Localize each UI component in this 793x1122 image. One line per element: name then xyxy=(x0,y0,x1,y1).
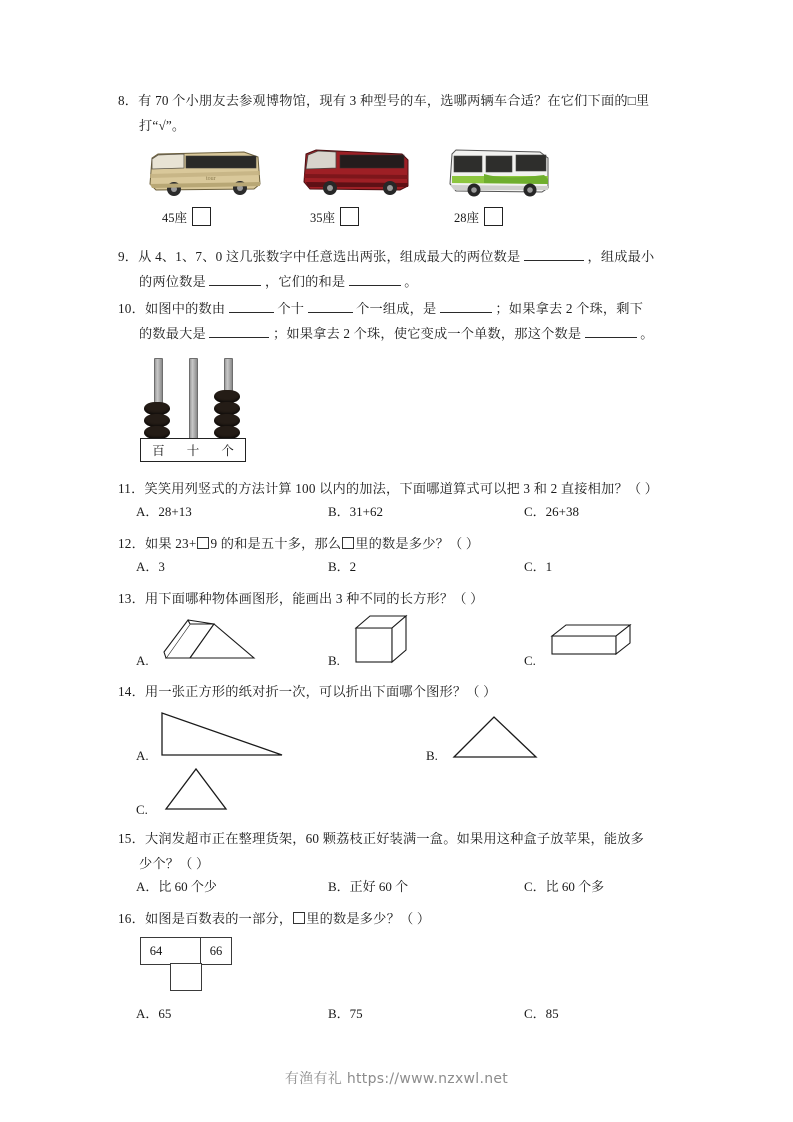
chart-cell-unknown xyxy=(170,963,202,991)
question-10 xyxy=(118,296,678,462)
question-9 xyxy=(118,244,678,294)
q10-line2-text-c: 。 xyxy=(640,326,654,341)
bus-1-label: 45座 xyxy=(162,210,188,225)
q12-text xyxy=(118,531,678,556)
q10-line2-text-a: 的数最大是 xyxy=(139,326,206,341)
q14-option-c-label[interactable]: C. xyxy=(136,802,148,817)
abacus-diagram xyxy=(140,354,260,462)
bus-option-1-caption xyxy=(162,207,264,226)
q12-square-box-2 xyxy=(342,537,354,549)
bus-option-1 xyxy=(144,144,264,226)
q10-blank-3[interactable] xyxy=(440,312,492,313)
bus-3-label: 28座 xyxy=(454,210,480,225)
q9-line2-text-b: ，它们的和是 xyxy=(264,274,346,289)
q12-text-b: 9 的和是五十多，那么 xyxy=(210,536,342,551)
bus-option-2 xyxy=(296,144,414,226)
q14-shape-options-row2 xyxy=(136,768,678,820)
q9-line1-text-b: ，组成最小 xyxy=(587,249,655,264)
chart-cell-64: 64 xyxy=(140,937,172,965)
coach-red-icon xyxy=(296,144,414,202)
chart-cell-66: 66 xyxy=(200,937,232,965)
q9-line2-text-a: 的两位数是 xyxy=(139,274,206,289)
q9-blank-2[interactable] xyxy=(209,285,261,286)
bus-option-2-caption xyxy=(310,207,414,226)
q12-text-c: 里的数是多少？（ ） xyxy=(355,536,480,551)
question-8 xyxy=(118,88,678,225)
q12-text-a: 12．如果 23+ xyxy=(118,536,197,551)
q9-line2 xyxy=(118,269,678,294)
question-13 xyxy=(118,586,678,671)
q11-text: 11．笑笑用列竖式的方法计算 100 以内的加法，下面哪道算式可以把 3 和 2 直接相加？（ ） xyxy=(118,481,659,496)
svg-text:tour: tour xyxy=(206,176,216,182)
q12-options xyxy=(136,556,678,580)
q12-option-a[interactable]: A．3 xyxy=(136,559,165,574)
question-15 xyxy=(118,826,678,900)
q12-option-c[interactable]: C．1 xyxy=(524,559,553,574)
q10-line1 xyxy=(118,296,678,321)
right-triangle-icon xyxy=(156,707,292,766)
coach-beige-icon xyxy=(144,144,264,202)
q16-text xyxy=(118,906,678,931)
q14-text: 14．用一张正方形的纸对折一次，可以折出下面哪个图形？（ ） xyxy=(118,684,497,699)
abacus-rod-tens xyxy=(189,358,198,442)
q15-line2: 少个？（ ） xyxy=(139,856,210,871)
bus-option-3-caption xyxy=(454,207,554,226)
q9-blank-3[interactable] xyxy=(349,285,401,286)
q15-option-a[interactable]: A．比 60 个少 xyxy=(136,879,217,894)
page-footer: 有渔有礼 https://www.nzxwl.net xyxy=(284,1071,509,1087)
isosceles-triangle-wide-icon xyxy=(448,711,544,766)
q13-option-a-label[interactable]: A. xyxy=(136,653,149,668)
q11-option-c[interactable]: C．26+38 xyxy=(524,504,580,519)
abacus-label-hundreds: 百 xyxy=(152,444,165,458)
q10-line2-text-b: ；如果拿去 2 个珠，使它变成一个单数，那这个数是 xyxy=(272,326,582,341)
question-11 xyxy=(118,476,678,525)
isosceles-triangle-tall-icon xyxy=(158,763,238,820)
triangular-prism-icon xyxy=(158,614,264,671)
question-14 xyxy=(118,679,678,820)
q12-square-box-1 xyxy=(197,537,209,549)
q10-blank-2[interactable] xyxy=(308,312,353,313)
q14-option-a-label[interactable]: A. xyxy=(136,748,149,763)
abacus-label-ones: 个 xyxy=(221,444,234,458)
q10-blank-5[interactable] xyxy=(585,337,637,338)
bus-2-label: 35座 xyxy=(310,210,336,225)
q9-line1 xyxy=(118,244,678,269)
q14-shape-options-row1 xyxy=(136,708,678,766)
q13-text: 13．用下面哪种物体画图形，能画出 3 种不同的长方形？（ ） xyxy=(118,591,484,606)
q13-option-c-label[interactable]: C. xyxy=(524,653,536,668)
q8-line2: 打“√”。 xyxy=(139,118,186,133)
citybus-green-icon xyxy=(444,146,554,202)
q10-blank-4[interactable] xyxy=(209,337,269,338)
abacus-label-tens: 十 xyxy=(186,444,200,458)
q13-option-b-label[interactable]: B. xyxy=(328,653,340,668)
bus-2-checkbox[interactable] xyxy=(340,207,359,226)
q16-options xyxy=(136,1003,678,1027)
q16-text-a: 16．如图是百数表的一部分， xyxy=(118,911,293,926)
q8-line1: 8．有 70 个小朋友去参观博物馆，现有 3 种型号的车，选哪两辆车合适？在它们下面的□里 xyxy=(118,93,650,108)
hundred-chart-fragment xyxy=(140,937,260,999)
q16-option-c[interactable]: C．85 xyxy=(524,1006,559,1021)
question-16 xyxy=(118,906,678,1027)
q9-line1-text-a: 9．从 4、1、7、0 这几张数字中任意选出两张，组成最大的两位数是 xyxy=(118,249,521,264)
q15-option-c[interactable]: C．比 60 个多 xyxy=(524,879,605,894)
q9-blank-1[interactable] xyxy=(524,260,584,261)
page-content xyxy=(118,88,678,1029)
q13-shape-options xyxy=(136,615,678,671)
question-12 xyxy=(118,531,678,580)
q10-blank-1[interactable] xyxy=(229,312,274,313)
q11-option-b[interactable]: B．31+62 xyxy=(328,504,384,519)
q14-option-b-label[interactable]: B. xyxy=(426,748,438,763)
q8-bus-images xyxy=(126,144,678,225)
q16-text-b: 里的数是多少？（ ） xyxy=(306,911,431,926)
q15-options xyxy=(136,876,678,900)
cuboid-icon xyxy=(546,622,638,667)
q16-option-a[interactable]: A．65 xyxy=(136,1006,172,1021)
q16-square-box xyxy=(293,912,305,924)
q10-line1-text-b: 个十 xyxy=(277,301,305,316)
q12-option-b[interactable]: B．2 xyxy=(328,559,357,574)
q15-option-b[interactable]: B．正好 60 个 xyxy=(328,879,409,894)
q9-line2-text-c: 。 xyxy=(404,274,418,289)
abacus-base-labels xyxy=(140,438,246,462)
bus-1-checkbox[interactable] xyxy=(192,207,211,226)
q15-line1: 15．大润发超市正在整理货架，60 颗荔枝正好装满一盒。如果用这种盒子放苹果，能放多 xyxy=(118,831,645,846)
q11-options xyxy=(136,501,678,525)
q10-line2 xyxy=(118,321,678,346)
q10-line1-text-d: ；如果拿去 2 个珠，剩下 xyxy=(495,301,644,316)
q16-option-b[interactable]: B．75 xyxy=(328,1006,363,1021)
q10-line1-text-a: 10．如图中的数由 xyxy=(118,301,226,316)
q11-option-a[interactable]: A．28+13 xyxy=(136,504,192,519)
bus-3-checkbox[interactable] xyxy=(484,207,503,226)
cube-icon xyxy=(350,612,420,671)
chart-cell-middle-empty xyxy=(170,937,200,965)
bus-option-3 xyxy=(444,146,554,226)
q10-line1-text-c: 个一组成，是 xyxy=(356,301,437,316)
